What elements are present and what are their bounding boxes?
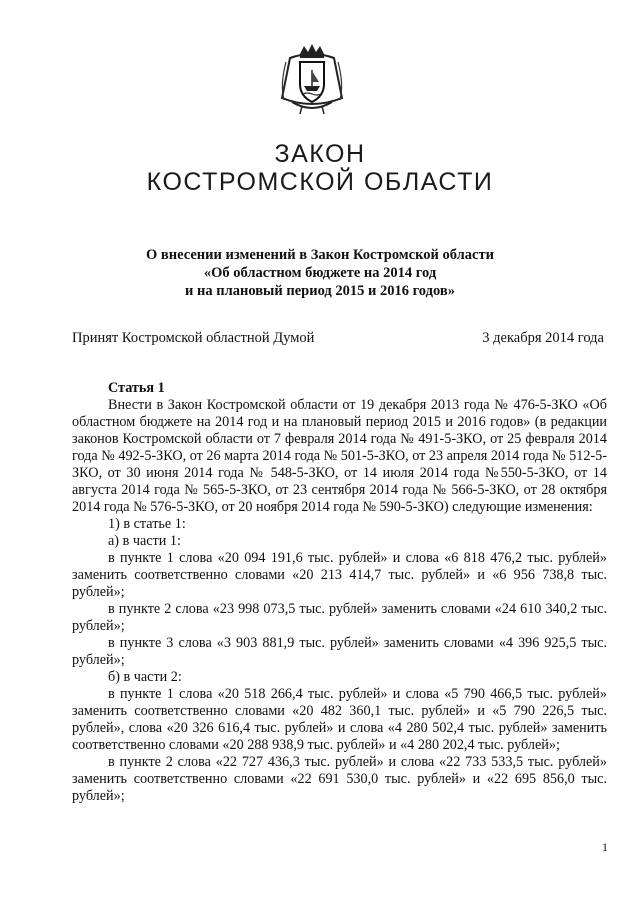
coat-of-arms-emblem <box>272 40 352 120</box>
adoption-info <box>72 330 604 347</box>
paragraph: в пункте 1 слова «20 094 191,6 тыс. рублей» и слова «6 818 476,2 тыс. рублей» заменить соответственно словами «20 213 414,7 тыс. рублей» и «6 956 738,8 тыс. рублей»; <box>72 550 607 600</box>
subtitle-line: О внесении изменений в Закон Костромской области <box>146 247 494 263</box>
paragraph: в пункте 2 слова «22 727 436,3 тыс. рублей» и слова «22 733 533,5 тыс. рублей» заменить соответственно словами «22 691 530,0 тыс. рублей» и «22 695 856,0 тыс. рублей»; <box>72 754 607 804</box>
region-title: КОСТРОМСКОЙ ОБЛАСТИ <box>146 168 494 196</box>
law-title: ЗАКОН <box>274 140 366 168</box>
subtitle-line: «Об областном бюджете на 2014 год <box>203 265 437 281</box>
adopted-by: Принят Костромской областной Думой <box>72 330 315 346</box>
page-number: 1 <box>602 840 608 854</box>
paragraph: 1) в статье 1: <box>108 516 186 532</box>
subtitle-line: и на плановый период 2015 и 2016 годов» <box>185 283 455 299</box>
paragraph: а) в части 1: <box>108 533 181 549</box>
article-body <box>72 380 607 805</box>
paragraph: Внести в Закон Костромской области от 19 декабря 2013 года № 476-5-ЗКО «Об областном бюджете на 2014 год и на плановый период 2015 и 2016 годов» (в редакции законов Костромской области от 7 февраля 2014 года № 491-5-ЗКО, от 25 февраля 2014 года № 492-5-ЗКО, от 26 марта 2014 года № 501-5-ЗКО, от 23 апреля 2014 года № 512-5-ЗКО, от 30 июня 2014 года № 548-5-ЗКО, от 14 июля 2014 года №550-5-ЗКО, от 14 августа 2014 года № 565-5-ЗКО, от 23 сентября 2014 года № 566-5-ЗКО, от 28 октября 2014 года № 576-5-ЗКО, от 20 ноября 2014 года № 590-5-ЗКО) следующие изменения: <box>72 397 607 515</box>
adoption-date: 3 декабря 2014 года <box>482 330 604 346</box>
paragraph: в пункте 3 слова «3 903 881,9 тыс. рублей» заменить словами «4 396 925,5 тыс. рублей»; <box>72 635 607 668</box>
paragraph: б) в части 2: <box>108 669 182 685</box>
paragraph: в пункте 1 слова «20 518 266,4 тыс. рублей» и слова «5 790 466,5 тыс. рублей» заменить соответственно словами «20 482 360,1 тыс. рублей» и «5 790 226,5 тыс. рублей», слова «20 326 616,4 тыс. рублей» и слова «4 280 502,4 тыс. рублей» заменить соответственно словами «20 288 938,9 тыс. рублей» и «4 280 202,4 тыс. рублей»; <box>72 686 607 753</box>
article-heading: Статья 1 <box>108 380 165 396</box>
law-subtitle <box>0 246 640 300</box>
paragraph: в пункте 2 слова «23 998 073,5 тыс. рублей» заменить словами «24 610 340,2 тыс. рублей»; <box>72 601 607 634</box>
